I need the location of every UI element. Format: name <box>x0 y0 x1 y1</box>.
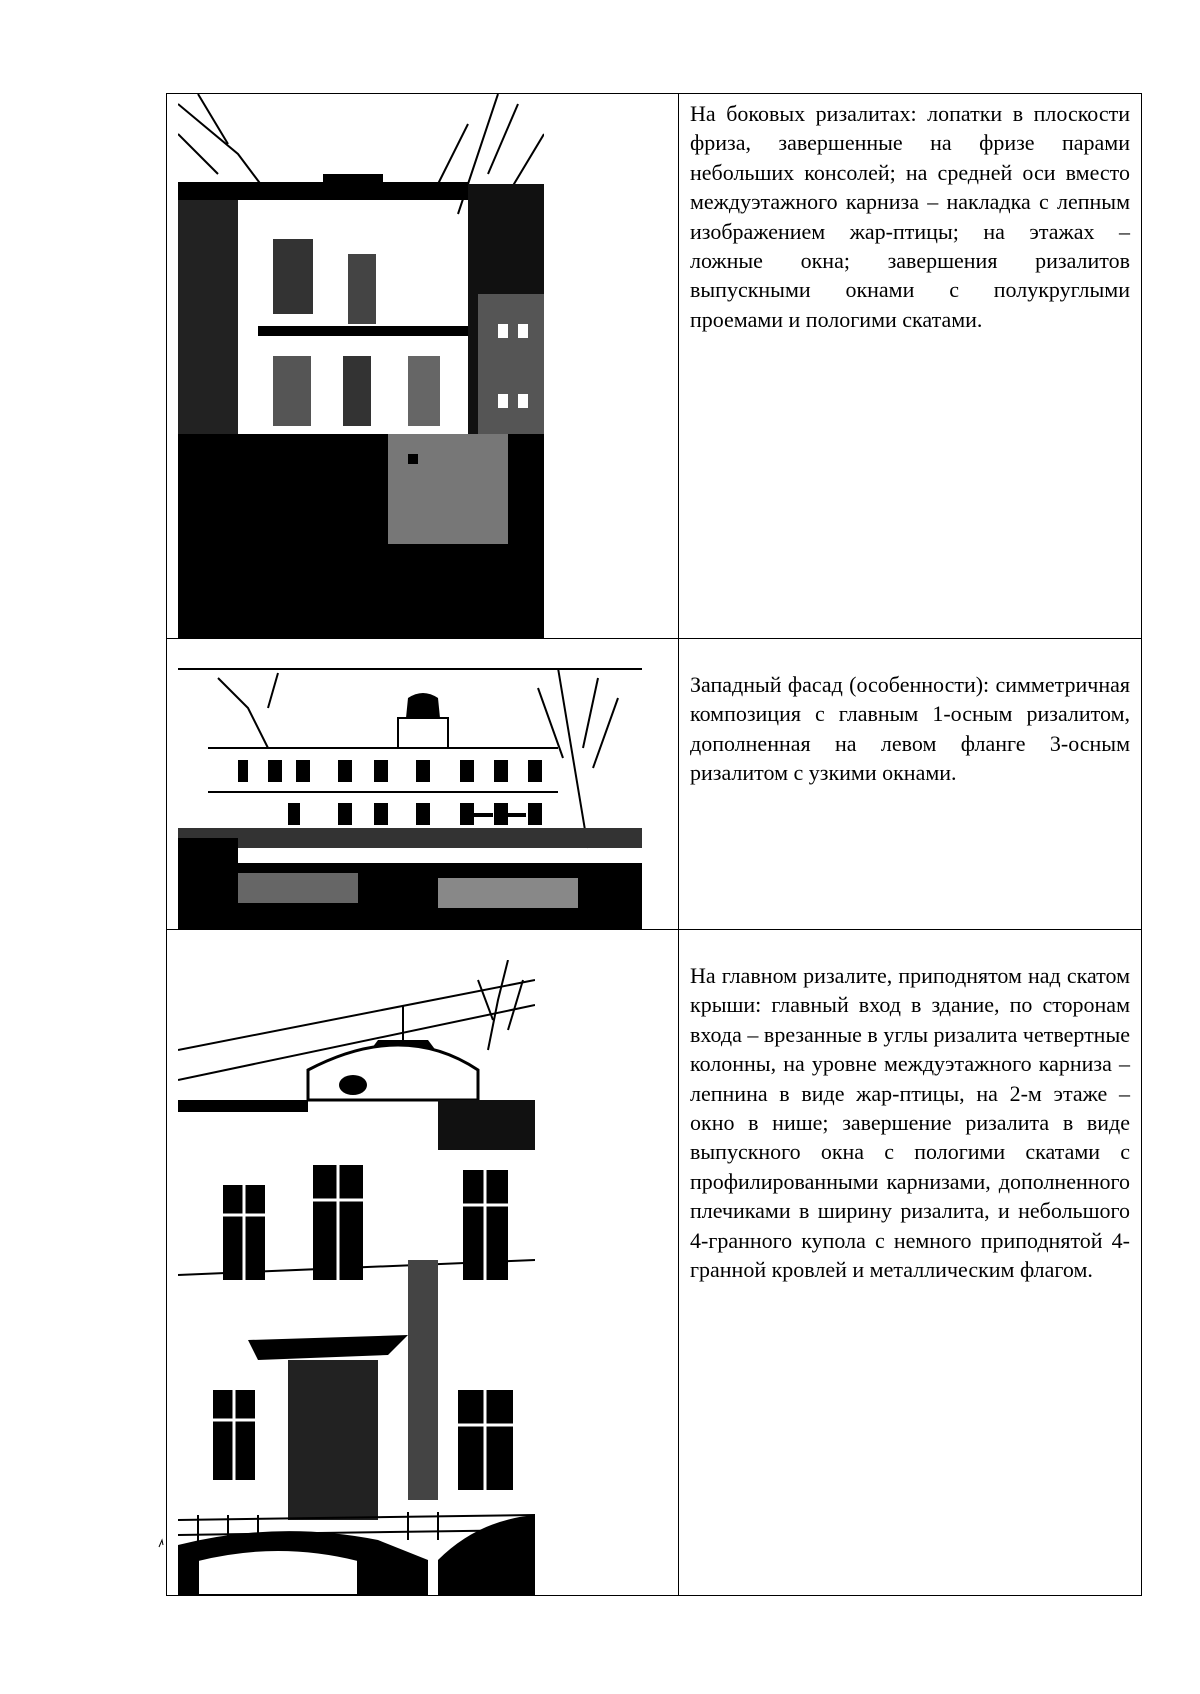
description-text: На боковых ризалитах: лопатки в плоскости фриза, завершенные на фризе парами небольших консолей; на средней оси вместо междуэтажного карниза – накладка с лепным изображением жар-птицы; на этажах – ложные окна; завершения ризалитов выпускными окнами с полукруглыми проемами и пологими скатами. <box>690 101 1130 332</box>
pen-mark-icon <box>158 1538 164 1548</box>
photo-cell <box>167 930 679 1596</box>
description-text: Западный фасад (особенности): симметричная композиция с главным 1-осным ризалитом, дополненная на левом фланге 3-осным ризалитом с узкими окнами. <box>690 672 1130 786</box>
photo-cell <box>167 94 679 639</box>
text-cell <box>679 94 1142 639</box>
photo-cell <box>167 639 679 930</box>
text-cell <box>679 639 1142 930</box>
table-row <box>167 930 1142 1596</box>
building-main-risalit-photo <box>178 960 535 1595</box>
description-text: На главном ризалите, приподнятом над скатом крыши: главный вход в здание, по сторонам входа – врезанные в углы ризалита четвертные колонны, на уровне междуэтажного карниза – лепнина в виде жар-птицы, на 2-м этаже – окно в нише; завершение ризалита в виде выпускного окна с пологими скатами с профилированными карнизами, дополненного плечиками в ширину ризалита, и небольшого 4-гранного купола с немного приподнятой 4-гранной кровлей и металлическим флагом. <box>690 963 1130 1283</box>
description-table <box>166 93 1142 1596</box>
table-row <box>167 639 1142 930</box>
text-cell <box>679 930 1142 1596</box>
table-row <box>167 94 1142 639</box>
building-side-risalit-photo <box>178 94 544 638</box>
building-west-facade-photo <box>178 668 642 929</box>
